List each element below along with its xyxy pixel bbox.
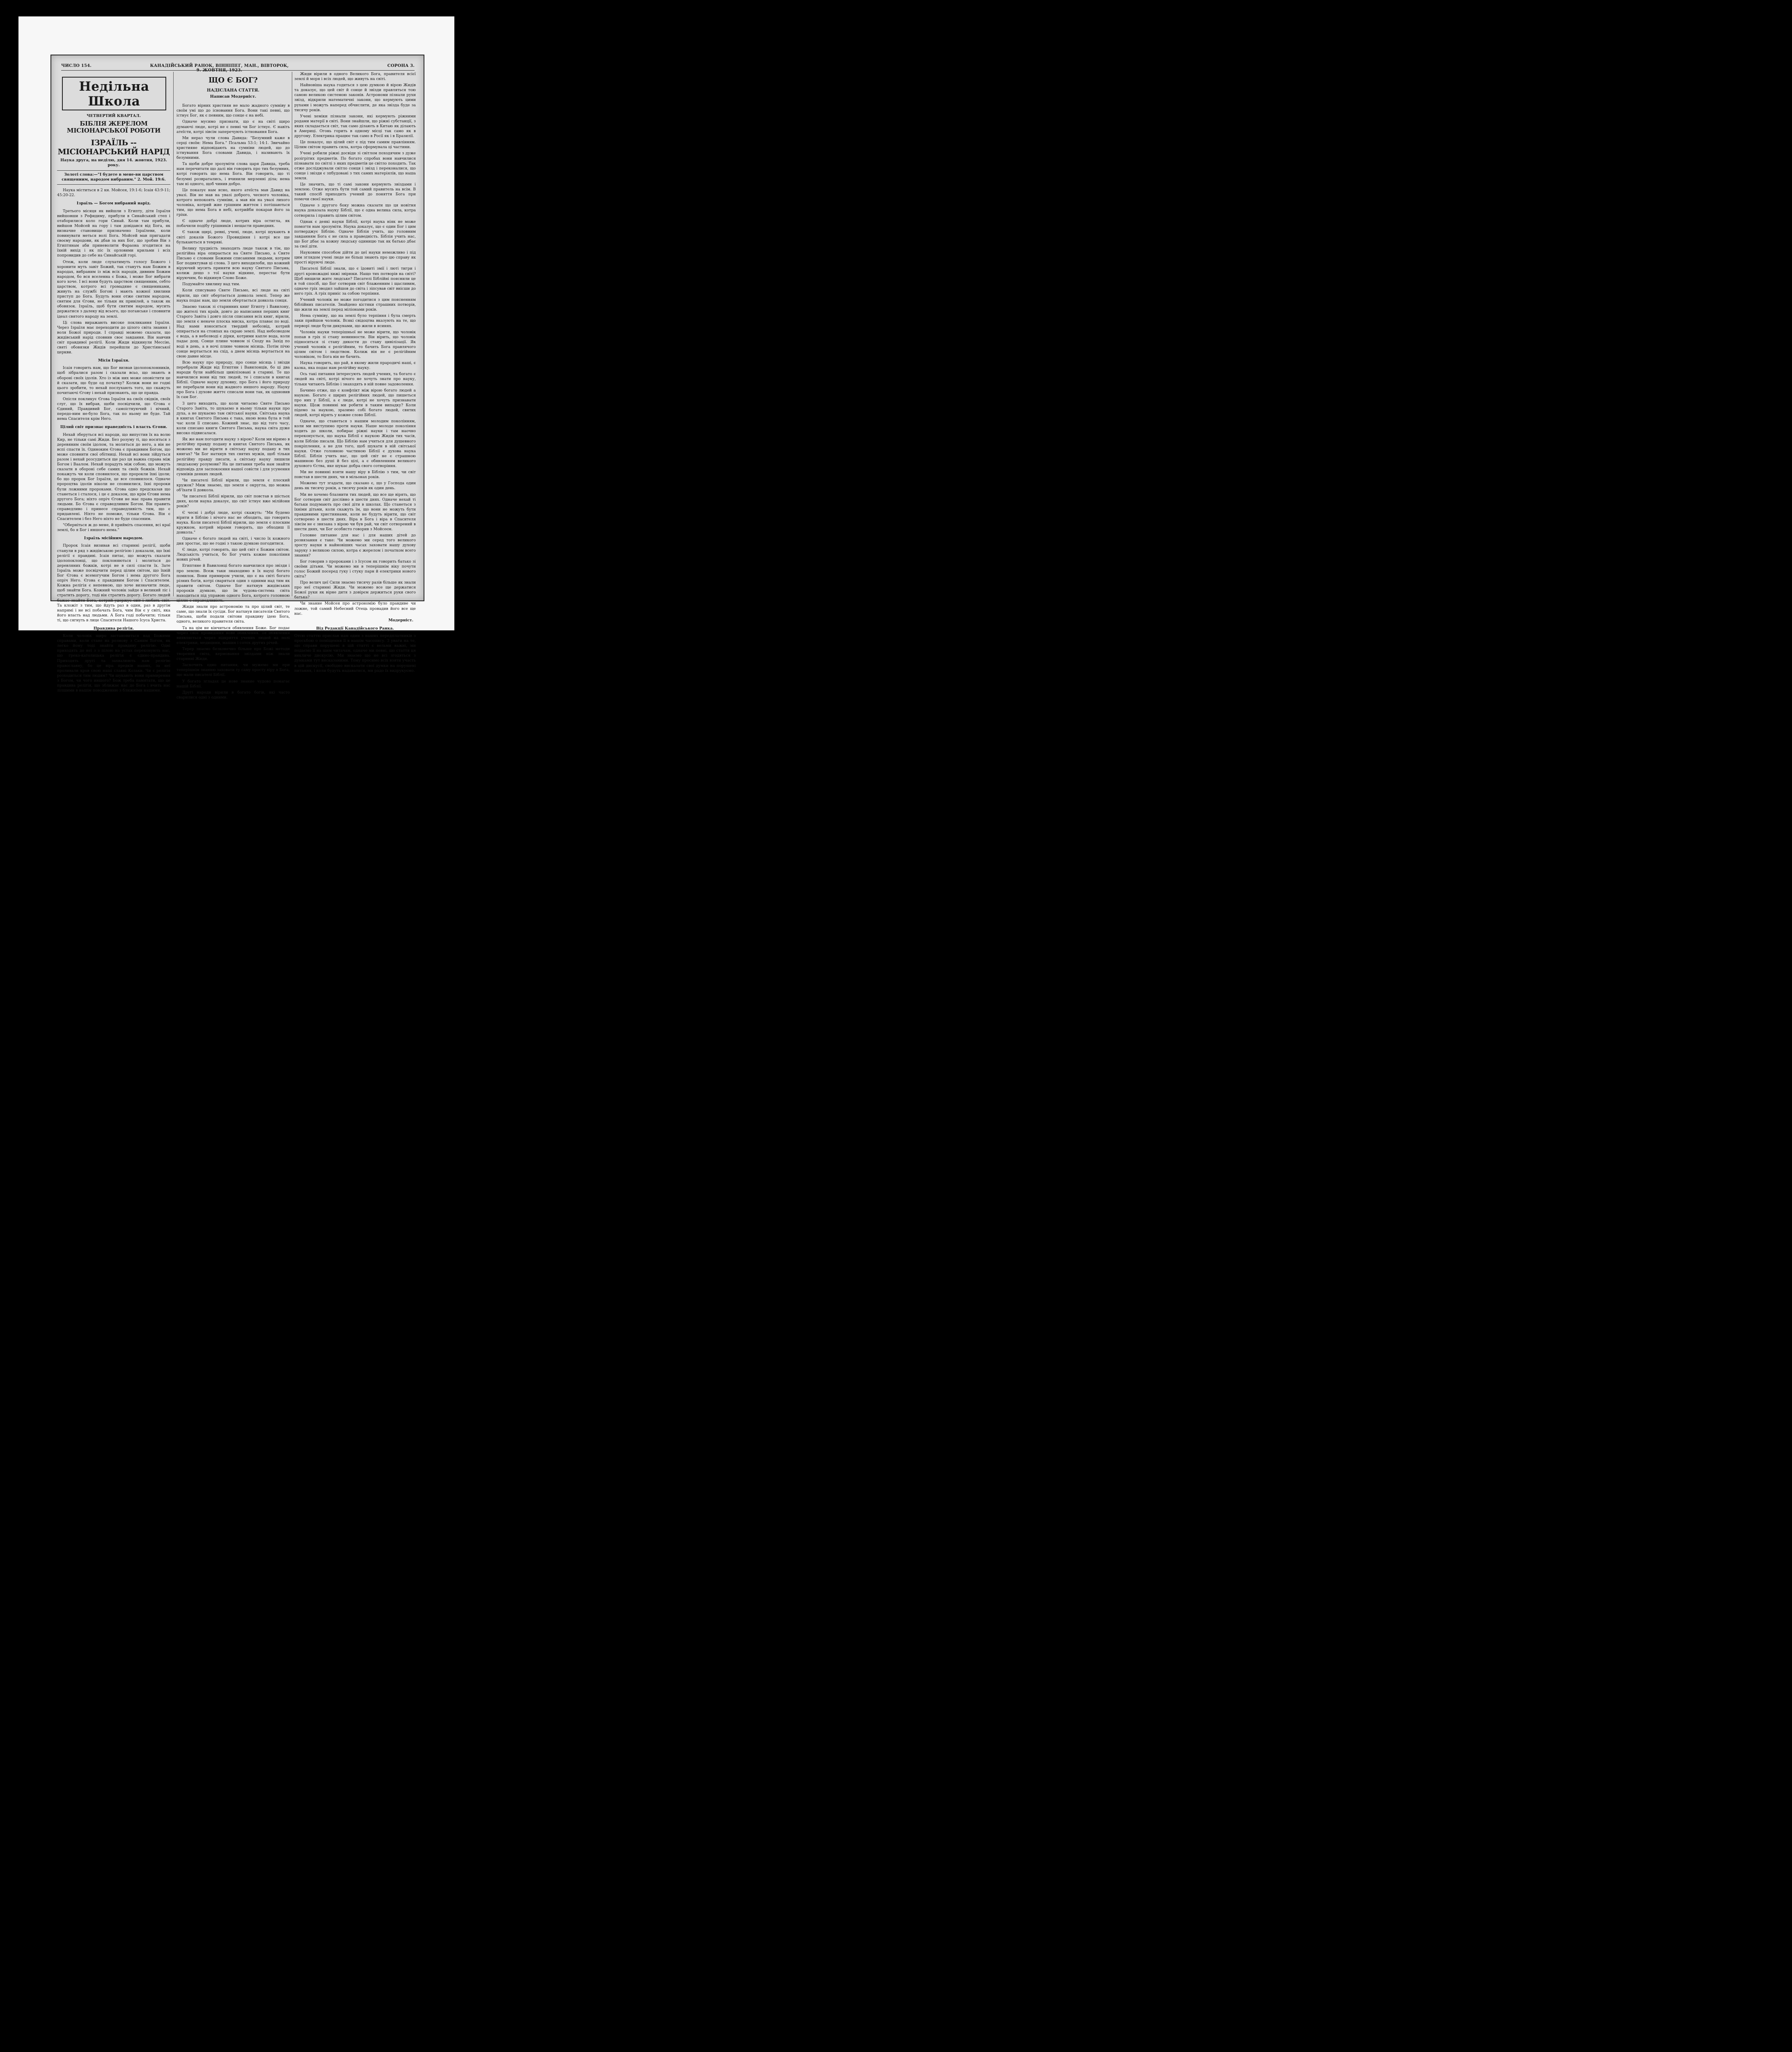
paragraph: Третього місяця як вийшли з Египту, діти Ізраїля вийшовши з Рефидиму, прибули в Синайський степ і отаборилися коло гори Синай. Коли там прибули, вийшов Мойсей на гору і там довідався від Бога, як визначне становище призначено Ізраїлеви, коли повинувати меться волі Бога. Мойсей мав пригадати своєму народови, як дбав за них Бог, що зробив Він з Египтянам аби приневолити Фараона згодитися на їхній вихід і як піс їх орловими крильми і всіх попровидив до себе на Синайській горі. [57, 208, 170, 258]
scripture-reference: Наука міститься в 2 кн. Мойсея, 19:1-6; Ісаія 43:9-11; 45:20-22. [57, 188, 170, 198]
paragraph: Як же нам погодити науку з вірою? Коли ми віримо в релігійну правду подану в книгах Святого Письма, як можемо ми не вірити в світську науку подану в тих книгах? Чи Бог натхнув тих святих мужів, щоб тільки релігійну правду писати, а світську науку лишили людському розумови? На це питання треба нам знайти відповідь для заспокоєння нашої совісти і для усунення сумнівів деяких людей. [176, 437, 290, 476]
paragraph: Наука говорить, що рай, в якому жили прародичі наші, є казка, яка подає нам релігійну науку. [294, 361, 416, 371]
section-title: Недільна Школа [79, 79, 149, 109]
paragraph: Є чесні і добрі люде, котрі скажуть: "Ми будемо вірити в Біблію і нічого нас не обходить, що говорить наука. Коли писателі Біблії вірили, що земля є плоским кружком, котрий мірами говорять, що обходиш її довкола." [176, 510, 290, 535]
article-continuation [294, 72, 416, 616]
paragraph: Велику трудність знаходять люде також в тім, що релігійна віра опирається на Святе Письмо, а Святе Письмо є словами Божими списаними людьми, котрим Бог подиктував ці слова. З цего виходилоби, що кожний віруючий мусить приняти всю науку Святого Письма, колиж дещо з тої науки відкине, перестає бути віруючим, бо відкинув Слово Боже. [176, 246, 290, 281]
headline-israel: ІЗРАЇЛЬ -- МІСІОНАРСЬКИЙ НАРІД [57, 138, 170, 157]
paragraph: Головне питанне для нас і для наших дітей до розвязання є таке: Чи можемо ми серед того великого зросту науки в найновіших часах заховати нашу духову заруку з великою силою, котра є жерелом і початком всего знання? [294, 533, 416, 558]
paragraph: Чи писателі Біблії вірили, що земля є плоский кружок? Миж знаємо, що земля є округла, що можна об'їхати її довкола. [176, 478, 290, 493]
paragraph: Опісля покликує Єгова Ізраїля на своїх свідків, своїх слуг, що їх вибрав, щоби посвідчили, що Єгова є Єдиний, Правдивий Бог, самоістнуючий і вічний, передо-ним не-було Бога, так по ньому не буде. Тай нема Спасителя крім Него. [57, 396, 170, 421]
headline-bible: БІБЛІЯ ЖЕРЕЛОМ МІСІОНАРСЬКОЇ РОБОТИ [66, 120, 161, 135]
paragraph: Чоловік науки теперішньої не може вірити, що чоловік попав в гріх зі стану невинности. Він вірить, що чоловік підноситься зі стану дикости до стану цивілізації. Як учений чоловік є релігійним, то бачить Бога правлячого цілим світом і людством. Колиж він не є релігійним чоловіком, то Бога він не бачить. [294, 330, 416, 360]
paragraph: Нехай зберуться всі народи, що випустив їх на волю Кир, не тільки самі Жиди. Без розуму ті, що носяться з деревяним своїм ідолом, та моляться до него, а він не вспі спасти їх. Одиноким Єгова є правдивим Богом, що може сповнити свої обітниці. Нехай всі вони зійдуться разом і нехай розсудиться ще раз ця важна справа між Богом і Ваалом. Нехай порадуть між собою, що можуть сказати в обороні себе самих та своїх божків. Нехай покажуть чи коли сповнилося, що пророкли їхні ідоли; бо що пророк Бог Ізраїля, це все сповнилося. Одначе пророцтва ідолів ніколи не сповнилися, їхні пророки були ложними пророками. Єгова одно предсказав що станеться і сталося, і це є доказом, що крім Єгови нема другого Бога; ніхто опріч Єгови не має права правити людьми. Бо Єгова є справедливим Богом. Він править справедливо і принесе справедливість тим, що є придавлені. Ніхто не поможе, тільки Єгова. Він є Спасителем і без Него ніхто не буде спасеним. [57, 432, 170, 522]
paragraph: Чи писателі Біблії вірили, що світ повстав в шістьох днях, коли наука доказує, що світ істнує вже мілійони років? [176, 494, 290, 509]
paragraph: "Оберніться ж до мене, й прийміть спасення, всі краї землі, бо я Бог і иншого нема." [57, 523, 170, 533]
paragraph: Одначе є богато людей на світі, і число їх кожного дня зростає, що не годні з такою думкою погодитися. [176, 536, 290, 546]
paragraph: З цего виходить, що коли читаємо Святе Письмо Старого Завіта, то шукаємо в ньому тільки науки про духа, а не шукаємо там світської науки. Світська наука в книгах Святого Письма є така, якою вона була в той час коли її списано. Кожний знає, що від того часу, коли списано книги Святого Письма, наука світа дуже високо підвисалася. [176, 401, 290, 436]
subheading: Цілий світ признає праведність і власть Єгови. [60, 425, 167, 430]
paragraph: Всю науку про природу, про сонце місяць і звізди перебрали Жиди від Египтян і Вавилонців, бо ці два народи були найбільш цивілізовані в старині. Те що навчилися вони від тих людей, те і списали в книгах Біблії. Одначе науку духовну, про Бога і його природу не перебрали вони від жадного иншого народу. Науку про Бога і духове життє списали вони так, як одхновив їх сам Бог. [176, 360, 290, 400]
article-body [176, 103, 290, 700]
paragraph: Ось такі питання інтересують людей учених, та богато є людей на світі, котрі нічого не хочуть знати про науку, тільки читають Біблію і знаходять в ній повне задоволення. [294, 372, 416, 387]
quarter-label: ЧЕТВЕРТИЙ КВАРТАЛ. [87, 114, 141, 118]
subheading: Ізраїль — Богом вибраний нарід. [76, 201, 151, 206]
article-author: Написав Модерніст. [210, 94, 257, 99]
paragraph: У богато згладах це нове знание чудово помагає нашій Біблії. [176, 679, 290, 689]
newspaper-page [50, 55, 424, 700]
paragraph: Та щоби добре зрозуміти слова царя Давида, треба нам перечитати що далі він говорить про тих безумних, котрі говорять що нема Бога. Він говорить, що ті безумні розвратались, і вчинили мерзенні діла; нема там ні одного, щоб чинив добро. [176, 162, 290, 186]
paragraph: Є одначе добрі люде, котрих віра остигла, як побачили подібу грішників і нещасти праведних. [176, 219, 290, 229]
paragraph: Є люде, котрі говорять, що цей світ є Божим світом. Людськість учиться, бо Бог учить кожне покоління нових річей. [176, 547, 290, 562]
editor-heading: Від Редакції Канадійського Ранка. [316, 626, 394, 631]
paragraph: Про велич цеї Сили знаємо тисячу разів більше як знали про неї старинні Жиди. Чи можемо все ще держатися Божої руки як вірне дитя з довірєм держиться руки свого батька? [294, 580, 416, 600]
paragraph: Є також щирі, ревні, учені, люде, котрі шукають в світі доказів Божого Провидіння і котрі все ще булькаються в темряві. [176, 230, 290, 245]
masthead [61, 64, 415, 71]
section-title-box [62, 77, 166, 110]
subheading: Місія Ізраїля. [98, 358, 130, 363]
paragraph: Ці слова виражають високе покликання Ізраїля. Через Ізраїля має переходити до цілого світа знання і воля Божої природи. І справді можемо сказати, що жидівський нарід сповнив своє завдання. Він навчив світ правдивої релігії. Коли Жиди відкинули Мессію, святі обовязки Жидів перейшли до Христіянської церкви. [57, 320, 170, 355]
golden-words: Золоті слова:—"І будете в мене-ви царством священиим, народом вибраним." 2. Мой. 19:6. [57, 170, 170, 185]
issue-number: ЧИСЛО 154. [61, 64, 92, 68]
paragraph: Найновіша наука годиться з цею думкою й вірою Жидів та доказує, що цей світ й сонце й звізди правляться тою самою великою системою законів. Астрономи пізнали рухи звізд, відкрили математичні закони, що кермують цими рухами і можуть наперед обчислити, де яка звізда буде за тисячу років. [294, 83, 416, 112]
paragraph: Одначе, що станеться з нашим молодим поколінням, коли ми виступимо проти науки. Наше молоде покоління ходить до школи, побирає ріжні науки і там наочно переконується, що наука Біблії є наукою Жидів тих часів, коли Біблію писали. Що Біблію нам учиться для душевного покріплення, а не для того, щоб шукати в ній світської науки. Отже головною частиною Біблії є духова наука Біблії. Біблія учить нас, що цей світ не є страшною машиною без душі й без цілі, а є обявленням великого духового Єства, яке шукає добра свого сотворіння. [294, 419, 416, 469]
paragraph: Науковим способом дійти до цеї науки неможливо і під цим зглядом учені люде не більш знають про цю справу як прості віруючі люде. [294, 250, 416, 265]
paragraph: Подумайте хвилину над тим. [182, 282, 241, 287]
paragraph: Коли списувано Святе Письмо, всі люде на світі вірили, що світ обертається довкола землі. Тепер же наука подає нам, що земля обертається довкола сонця. [176, 288, 290, 303]
paragraph: Одначе мусимо признати, що є на світі щиро думаючі люде, котрі не є певні чи Бог істнує. Є навіть атеїсти, котрі зівсім заперечують істновання Бога. [176, 119, 290, 134]
paragraph: Одначе з другого боку можна сказати що ця новітня наука доказала науку Біблії, що є одна велика сила, котра сотворила і править цілим світом. [294, 203, 416, 218]
paragraph: Це показує нам ясно, якого атеїста мав Давид на увазі. Він не мав на увазі доброго, чесного чоловіка, котрого непокоять сумніви, а мав він на увазі лихого чоловіка, котрий жие грішним життєм і потішаються тим, що нема Бога в небі, котрийби покарав його за гріхи. [176, 188, 290, 218]
paragraph: Знаємо також зі старинних книг Египту і Вавилону, що жителі тих країв, довго до написання перших книг Старого Завіта і довго після списання всіх книг, вірили, що земля є неначе плоска миска, котра плаває по воді. Над нами взноситься твердий небозвід, котрий опирається на стовпах на скраю землі. Над небозводом є вода, а в небозводі є дірки, котрими капле вода, коли падає дощ. Сонце плине човном зі Сходу на Захід по воді в день, а в ночі плине човном місиць. Потім пічю сонце вертається на схід, а днем місяць вертається на свою давне місце. [176, 304, 290, 359]
article-signature: Модерніст. [388, 618, 413, 623]
paragraph: Ми не хочемо блазнити тих людей, що все ще вірять, що Бог сотворив світ дослівно в шести днях. Одначе нехай ті батьки подумають про свої діти в школах. Що станеться з їхніми дітьми, коли скажуть їм, що вони не можуть бути правдивими християнами, коли не будуть вірити, що світ сотворено в шести днях. Віра в Бога і віра в Спасителя зівсім не є звязана з вірою чи був рай, чи світ сотворений в шести днях, чи Бог особисто говорив з Мойсеєм. [294, 492, 416, 532]
paragraph: Терер знаємо безконечно більше про Божі методи творення світа, кермовання звіздами ніж знали старинні Жиди. [176, 646, 290, 662]
paragraph: Египтяне й Вавилонці богато навчилися про звізди і про землю. Всеж таки знаходимо в їх науці богато помилок. Вони примиром учили, що є на світі богато різних богів, котрі сваряться один з одними над тим як правити світом. Одначе Бог натхнув жидівських пророків думкою, що їм чудова-система світа находиться під управою одного Бога, котрого головною ціллю є справедливість. [176, 563, 290, 603]
article-title: ЩО Є БОГ? [209, 76, 258, 85]
subheading: Ізраїль місійним народом. [84, 536, 144, 541]
paragraph: Учені робили ріжні досвіди зі світлом походячим з дуже розігрітих предметів. По богато спробах вони навчилися пізнавати по світлі з яких предметів це світло походить. Так отже досліджували світло сонця і звізд і переконалися, що сонце і звізди є зпбудовані з тих самих матеріялів, що наша земля. [294, 151, 416, 181]
paragraph: Пророк Ісаія визивав всі старинні релігії, щоби станули в ряд з жидівською релігією і доказали, що їхні релігії є правдиві. Ісаія питає, що можуть сказати ідолопоклонці, що поклоняються і моляться до деревляних божків, котрі не в силі спасти їх. Зате Ізраїль може посвідчити перед цілим світом, що їхній Бог Єгова є всемогучим Богом і нема другого Бога опріч Него. Єгова є правдивим Богом і Спасителем. Кожна релігія є непевною, що хоче визначити люде, щоб знайти Бога. Кожний чоловік зайде в великий ліс і стратить дорогу, тоді він стратить дорогу. Богато людей бажає знайти Бога, котрий удержує світ і любить світ. Та кложіт з тим, що йдуть раз в один, раз в другім напрямі і не всі побачать Бога, чим Він є у світі, яка його власть над людьми. А Бога годі побачити; тільки ті, що сягнуть в лице Спасителя Нашого Ісуса Христа. [57, 543, 170, 623]
paragraph: Отеж, коли люде слухатимуть голосу Божого і хоронити муть завіт Божий, так станутъ нам Божим в народах, вибраним із між всіх народів, дивним Божим народом, бо вся вселенна є Божа, і може Бог вибрати кого хоче. І всі вони будуть царством священним, себто царством, котрого всі громадяне є священиками, живуть на службі Богові і мають кожної хвилини приступ до Бога. Будуть вони отже святим народом, святим для Єгови, не тільки як привілей, а також як обовязок. Ізраїль, щоб бути святим народом, мусить держатися з далеку від всього, що поганське і сповнити ідеал святого народу на землі. [57, 259, 170, 319]
paragraph: Заскочить одно питання, чи мужемо ми при теперішнім знанню заховати ту саму просту віру в Бога, що мали писателі Біблії. [176, 663, 290, 678]
column-2 [176, 72, 290, 700]
paragraph: Однак є деякі науки Біблії, котрі наука ніяк не може помогти нам зрозуміти. Наука доказує, що є один Бог і цим потверджує Біблію. Одначе Біблія учить, що головним завданням Бога є не сила а праведність. Біблія учить нас, що Бог дбає за кожну людську одиницю так як батько дбає за свої діти. [294, 219, 416, 249]
column-rule [173, 72, 174, 596]
column-3 [294, 72, 416, 673]
paragraph: Жиди знали про астрономію та про цілий світ, те саме, що знали їх сусіди. Бог натхнув писателів Святого Письма, щоби подали світови правдиву ідею Бога, одного, великого правителя світа. [176, 605, 290, 624]
paragraph: Учені хеміки пізнали закони, які кермують ріжними родами матерії в світі. Вони знайшли, що ріжні субстанції, з яких складається світ, так само ділають в Китаю як ділають в Америці. Огонь горить в одному місці так само як в другому. Електрика працює так само в Росії як і в Бразилії. [294, 114, 416, 139]
paragraph: Ми не повинні взяти нашу віру в Біблію з тим, чи світ повстав в шести днях, чи в мільонах років. [294, 470, 416, 480]
paragraph: Писателі Біблії знали, що є їдовиті змії і люті тигри і другі кровожадні хижі звірюки. Нащо тих потворів на світі? Щоб нищили житє людське? Писателі Біблійні пояснили це в той спосіб, що Бог сотворив світ блаженним і щасливим, одначе гріх зводил зайшов до світа і зіпсував світ внісши до него гріх. А гріх приніс за собою терпіння. [294, 266, 416, 296]
editor-note: Отсю статтю прислав нам один з наших передплатників з просьбою о поміщення її в нашім часопису. З уваги на те, що справи порушені в цій статті є вельми важні, ми подаємо її на шим читачам, одначе ми певні, що стаття ця викличе дискусію. Ми знаємо що не всі згодяться з думками тут висказаними. Тому просимо всіх взяти участь в цій дискусії, свобідно висказати свої думки на порушені питання, і коли будуть надаватися, ми радо їх видрукуємо. [294, 633, 416, 673]
paragraph: Це показує, що цілий світ є під тим самим правлінням. Цілим світом править сила, котра сформувала ці частини. [294, 140, 416, 150]
paragraph: Бачимо отже, що є конфлікт між вірою богато людей а наукою. Богато є щирих релігійних людей, що пишеться про них у Біблії, а є люде, котрі не хочуть признавати науки. Щож повинні ми робити в таким випадку? Коли підемо за наукою, зразимо собі богато людей, святих людей, котрі вірять у кожне слово Біблії. [294, 388, 416, 418]
paragraph: Це значить, що ті самі закони кермують звіздами і землею. Отже мусить бути той самий правитель на всім. В такий спосіб приходить учений до поняття Бога при помочи своєї науки. [294, 182, 416, 202]
subheading: Правдива релігія. [93, 626, 134, 631]
paragraph: Другі народи вірили в богато богів, які часто сварилися одні з одними. [176, 690, 290, 700]
column-1 [57, 72, 170, 693]
paragraph: Чи знание Мойсея про астрономію було правдиве чи ложне, той самий Небесний Отець провадив його все ще нас. [294, 601, 416, 616]
paragraph: Ісаія говорить нам, що Бог визвав ідолопоклонників, щоб зібралися разом і сказали всьо, що знають в обороні своїх ідолів. Хто із між них може оповістити це й сказати, що буде од початку? Колиж вони не годні цього зробити, то нехай послухають того, що скажуть почитаючі Єгову і нехай признають, що це правда. [57, 366, 170, 395]
masthead-title: КАНАДІЙСЬКИЙ РАНОК, ВІННІПЕГ, МАН., ВІВТОРОК, 9. ЖОВТНЯ, 1923. [150, 64, 289, 73]
paragraph: Нема сумніву, що на землі було терпіння і була смерть заки прийшов чоловік. Всякі свідоцтва вказують на те, що перворі люде були дикунами, що жили в ясинях. [294, 314, 416, 328]
paragraph: Можемо тут згадати, що сказано є, що у Господа один день як тисячу років, а тисячу років як один день. [294, 481, 416, 491]
paragraph: Коли чоловік щиро застановиться над Божими справами, коли стане на розмову з Самим Богом, як легко йому тоді знайти правдиву релігію. Одні приходять до неї з з пілою на устах переконують нас, що греко-католицька релігія є єдино-правдива. Приходять другі та захвалюють нам релігію православну, бо це віра предків наших, за неї проливали кров свою наші славні Козаки. Чи є релігія розходиться тим людям? Чи шукають вони примирення з Богом, чи чого иншого? Бож треба памятати, що це правдива релігія, що зближає нас до Бога і вчить нас лілшими в нашім поводженню з ближніми нашими. [57, 634, 170, 693]
paragraph: Учений чоловік не може погодитися з цим поясненням біблійних писателів. Знайдено кістяки страшних потворів, що жили на землі перед міліонами років. [294, 298, 416, 312]
paragraph: Богато вірних християн не мало жадного сумніву в своїм умі що до існовання Бога. Вони такі певні, що істнує Бог, як є певним, що сонце є на небі. [176, 103, 290, 118]
paragraph: Бог говорив з пророками і з Ісусом як говорить батько зі своїми дітьми. Чи можемо ми в теперішнім віку почути голос Божий посеред гуку і стуку парн й електрики нового світа? [294, 559, 416, 579]
article-subtitle: НАДІСЛАНА СТАТТЯ. [207, 88, 259, 93]
paragraph: Та на цім не кінчиться обявлення Боже. Бог подає через своє провидіння нове обявлення. Те обявлення виявляється через відкриття учених людей на полі електрики, медицини, машин і сотох других річей. [176, 625, 290, 645]
lesson-line: Наука друга, на неділю, дня 14. жовтня, 1923. року. [60, 158, 167, 168]
paragraph: Ми нераз чули слова Давида: "Безумний каже в серці своїм: Нема Бога." Псальма 53:1; 14:1. Звичайно християне відповідають на сумніви людей, що до істнування Бога словами Давида, і називають їх безумними. [176, 135, 290, 160]
paragraph: Жиди вірили в одного Великого Бога, правителя всієї землі й моря і всіх людей, що живуть на світі. [294, 72, 416, 82]
page-number: СОРОНА 3. [387, 64, 415, 68]
